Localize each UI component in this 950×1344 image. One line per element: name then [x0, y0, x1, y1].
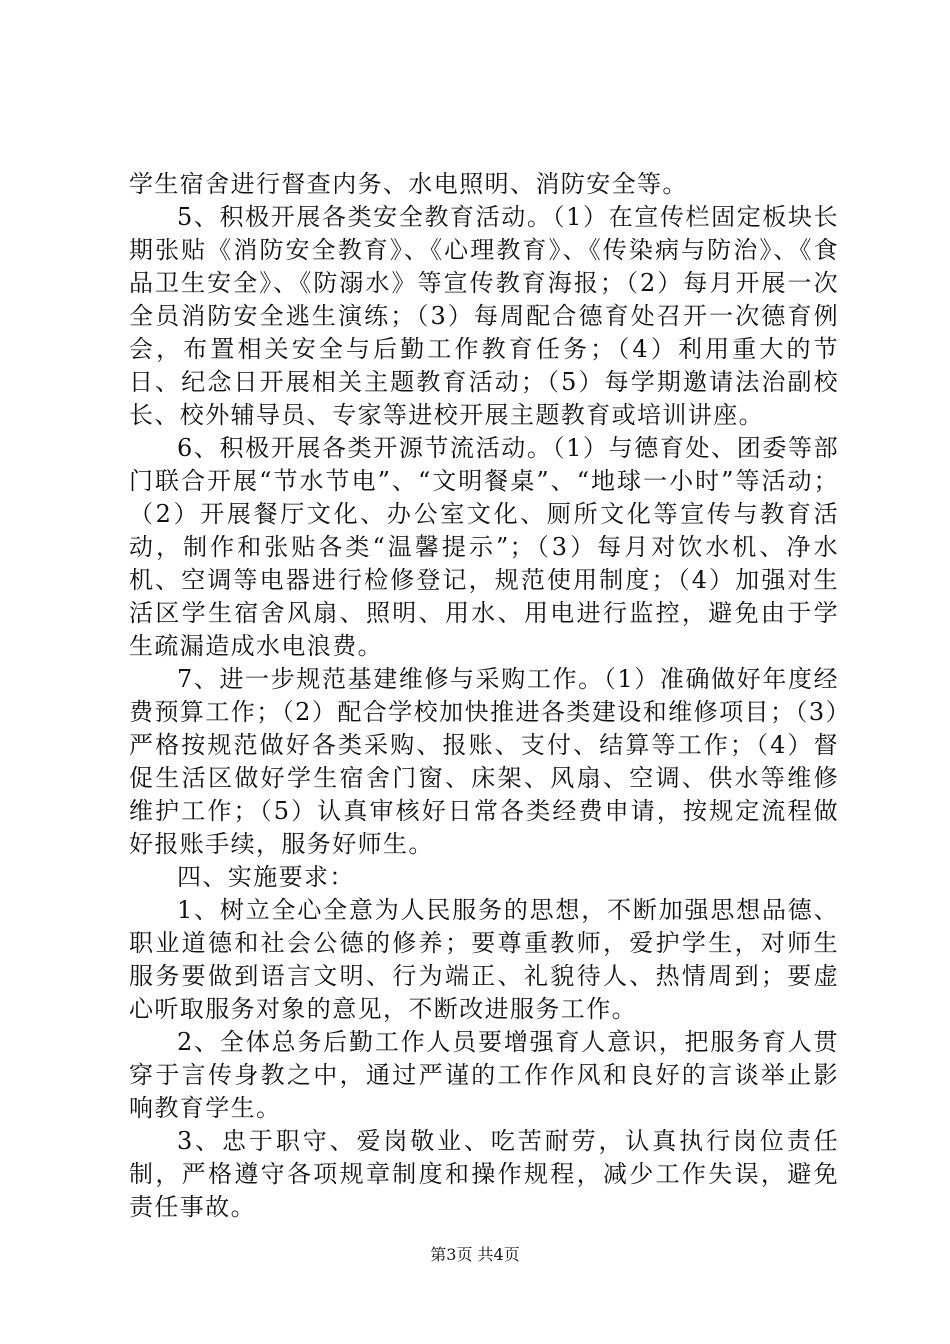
page-number-footer: 第3页 共4页	[430, 1245, 520, 1264]
paragraph-requirement-2: 2、全体总务后勤工作人员要增强育人意识，把服务育人贯穿于言传身教之中，通过严谨的工作作风和良好的言谈举止影响教育学生。	[129, 1028, 839, 1122]
paragraph-item-6: 6、积极开展各类开源节流活动。（1）与德育处、团委等部门联合开展“节水节电”、“文明餐桌”、“地球一小时”等活动；（2）开展餐厅文化、办公室文化、厕所文化等宣传与教育活动，制作和张贴各类“温馨提示”；（3）每月对饮水机、净水机、空调等电器进行检修登记，规范使用制度；（4）加强对生活区学生宿舍风扇、照明、用水、用电进行监控，避免由于学生疏漏造成水电浪费。	[129, 434, 839, 660]
paragraph-requirement-3: 3、忠于职守、爱岗敬业、吃苦耐劳，认真执行岗位责任制，严格遵守各项规章制度和操作规程，减少工作失误，避免责任事故。	[129, 1127, 839, 1221]
section-heading-requirements: 四、实施要求：	[177, 863, 355, 891]
paragraph-continuation: 学生宿舍进行督查内务、水电照明、消防安全等。	[129, 170, 688, 198]
paragraph-requirement-1: 1、树立全心全意为人民服务的思想，不断加强思想品德、职业道德和社会公德的修养；要尊重教师，爱护学生，对师生服务要做到语言文明、行为端正、礼貌待人、热情周到；要虚心听取服务对象的意见，不断改进服务工作。	[129, 896, 839, 1023]
paragraph-item-7: 7、进一步规范基建维修与采购工作。（1）准确做好年度经费预算工作；（2）配合学校加快推进各类建设和维修项目；（3）严格按规范做好各类采购、报账、支付、结算等工作；（4）督促生活区做好学生宿舍门窗、床架、风扇、空调、供水等维修维护工作；（5）认真审核好日常各类经费申请，按规定流程做好报账手续，服务好师生。	[129, 665, 839, 858]
document-body	[129, 168, 839, 1224]
paragraph-item-5: 5、积极开展各类安全教育活动。（1）在宣传栏固定板块长期张贴《消防安全教育》、《心理教育》、《传染病与防治》、《食品卫生安全》、《防溺水》等宣传教育海报；（2）每月开展一次全员消防安全逃生演练；（3）每周配合德育处召开一次德育例会，布置相关安全与后勤工作教育任务；（4）利用重大的节日、纪念日开展相关主题教育活动；（5）每学期邀请法治副校长、校外辅导员、专家等进校开展主题教育或培训讲座。	[129, 203, 839, 429]
